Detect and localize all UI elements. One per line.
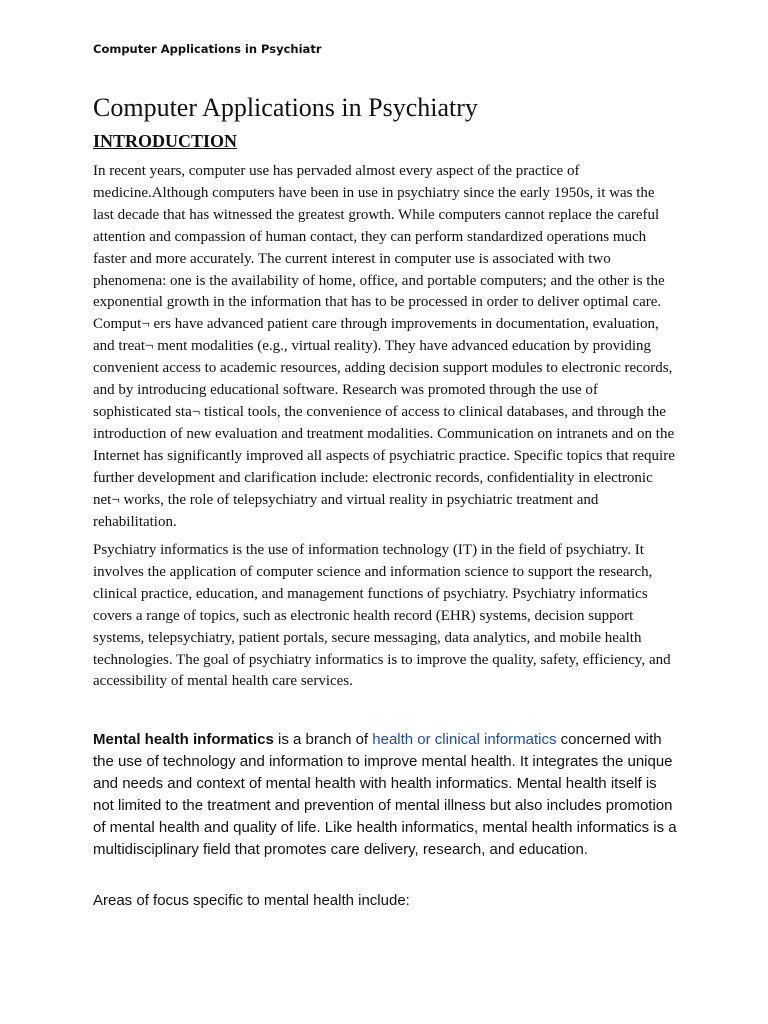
running-header: Computer Applications in Psychiatr bbox=[93, 42, 322, 56]
intro-paragraph: In recent years, computer use has pervaded almost every aspect of the practice of medicine.Although computers have been in use in psychiatry since the early 1950s, it was the last decade that has witnessed the greatest growth. While computers cannot replace the careful attention and compassion of human contact, they can perform standardized operations much faster and more accurately. The current interest in computer use is associated with two phenomena: one is the availability of home, office, and portable computers; and the other is the exponential growth in the information that has to be processed in order to deliver optimal care. Comput¬ ers have advanced patient care through improvements in documentation, evaluation, and treat¬ ment modalities (e.g., virtual reality). They have advanced education by providing convenient access to academic resources, adding decision support modules to electronic records, and by introducing educational software. Research was promoted through the use of sophisticated sta¬ tistical tools, the convenience of access to clinical databases, and through the introduction of new evaluation and treatment modalities. Communication on intranets and on the Internet has significantly improved all aspects of psychiatric practice. Specific topics that require further development and clarification include: electronic records, confidentiality in electronic net¬ works, the role of telepsychiatry and virtual reality in psychiatric treatment and rehabilitation. bbox=[93, 163, 675, 530]
paragraph-text-after-link: concerned with the use of technology and information to improve mental health. It integrates the unique and needs and context of mental health with health informatics. Mental health itself is not limited to the treatment and prevention of mental illness but also includes promotion of mental health and quality of life. Like health informatics, mental health informatics is a multidisciplinary field that promotes care delivery, research, and education. bbox=[93, 731, 677, 858]
term-mental-health-informatics: Mental health informatics bbox=[93, 731, 274, 748]
mental-health-informatics-paragraph bbox=[93, 729, 678, 861]
health-informatics-link[interactable]: health or clinical informatics bbox=[372, 731, 557, 748]
psychiatry-informatics-paragraph: Psychiatry informatics is the use of information technology (IT) in the field of psychiatry. It involves the application of computer science and information science to support the research, clinical practice, education, and management functions of psychiatry. Psychiatry informatics covers a range of topics, such as electronic health record (EHR) systems, decision support systems, telepsychiatry, patient portals, secure messaging, data analytics, and mobile health technologies. The goal of psychiatry informatics is to improve the quality, safety, efficiency, and accessibility of mental health care services. bbox=[93, 542, 671, 690]
areas-of-focus-paragraph: Areas of focus specific to mental health include: bbox=[93, 892, 410, 909]
document-title: Computer Applications in Psychiatry bbox=[93, 93, 478, 122]
section-heading-introduction: INTRODUCTION bbox=[93, 131, 238, 151]
paragraph-text-before-link: is a branch of bbox=[273, 731, 373, 748]
